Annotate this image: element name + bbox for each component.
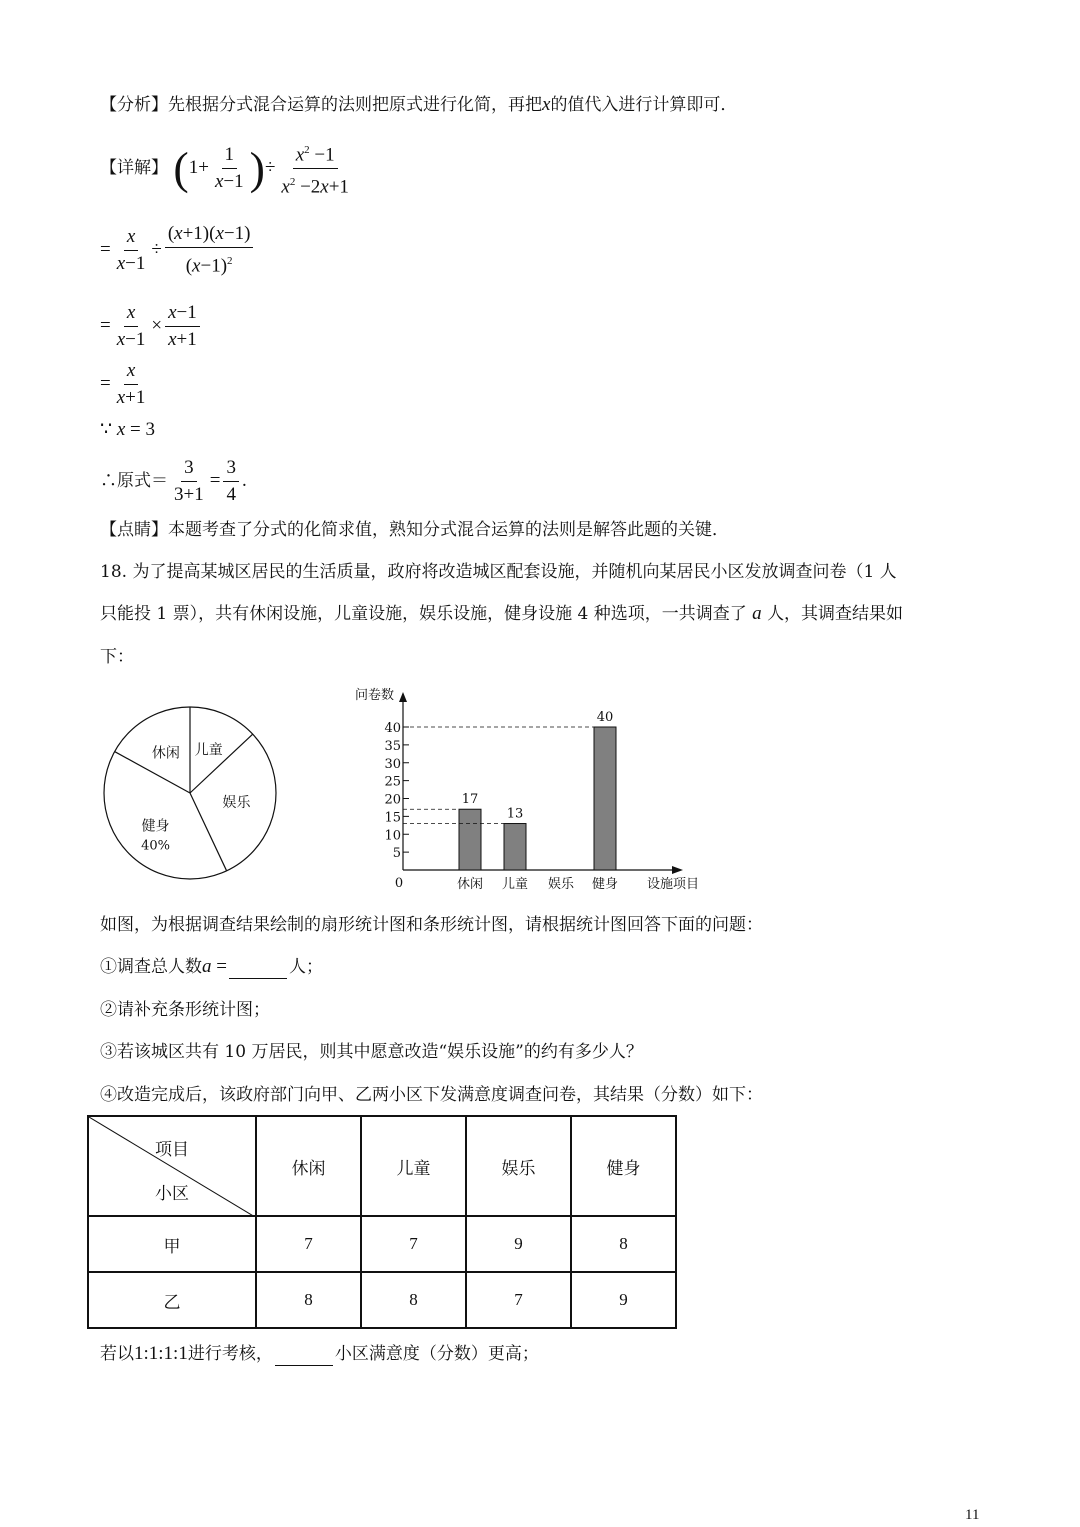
analysis-line [100,93,737,117]
table-cell: 8 [571,1216,676,1272]
page-number: 11 [965,1507,980,1523]
pie-slice-label: 休闲 [151,745,180,762]
bar-y-tick-label: 35 [384,738,401,754]
problem18-var-a: a [752,603,762,624]
result-prefix: ∴原式＝ [100,471,168,491]
bar-category-label: 儿童 [501,877,529,892]
bar-y-tick-label: 20 [384,792,401,808]
table-cell: 8 [256,1272,361,1328]
problem18-line3: 下： [100,647,134,667]
question-1-blank[interactable] [229,962,287,979]
bar-category-label: 娱乐 [547,877,575,892]
analysis-text-before: 先根据分式混合运算的法则把原式进行化简，再把 [168,95,542,115]
bar-y-tick-label: 10 [384,828,401,844]
question-1 [100,955,323,979]
table-header-cell: 休闲 [256,1116,361,1216]
bar-category-label: 休闲 [456,877,484,892]
bar-category-label: 健身 [591,877,619,892]
pie-chart [95,698,285,888]
problem18-line1: 18. 为了提高某城区居民的生活质量，政府将改造城区配套设施，并随机向某居民小区发放调查问卷（1 人 [100,562,897,582]
table-row [88,1216,676,1272]
table-cell: 7 [361,1216,466,1272]
table-row-name: 乙 [88,1272,256,1328]
problem18-line2-before: 只能投 1 票），共有休闲设施，儿童设施，娱乐设施，健身设施 4 种选项，一共调查了 [100,604,747,624]
pie-slice-label: 健身 [141,818,170,835]
detail-result: ∴原式＝ $\frac{3}{3+1}$ = $\frac{3}{4}$ . [100,457,247,506]
question-4: ④改造完成后，该政府部门向甲、乙两小区下发满意度调查问卷，其结果（分数）如下： [100,1085,763,1105]
question-5-blank[interactable] [275,1349,333,1366]
question-5-after: 小区满意度（分数）更高； [334,1344,539,1364]
bar-x-arrow [672,866,683,874]
detail-step1: = $\frac{x}{x-1}$ ÷ $\frac{(x+1)(x-1)}{(x-1)^2}$ [100,220,256,280]
bar-y-tick-label: 25 [384,774,401,790]
pie-slice-label: 娱乐 [222,794,251,811]
question-3: ③若该城区共有 10 万居民，则其中愿意改造“娱乐设施”的约有多少人？ [100,1042,643,1062]
bar [459,809,481,870]
corner-top-label: 项目 [155,1140,189,1160]
bar-data-label: 40 [596,710,614,725]
bar-y-tick-label: 5 [392,846,401,862]
detail-step3: = $\frac{x}{x+1}$ [100,360,146,409]
bar [504,824,526,870]
bar-y-tick-label: 15 [384,810,401,826]
bar-y-tick-label: 30 [384,756,401,772]
bar-data-label: 17 [461,792,479,808]
question-1-eq: = [211,956,227,977]
bar-chart [345,680,725,895]
analysis-var: x [542,94,551,115]
bar-y-tick-label: 40 [384,721,401,736]
detail-step2: = $\frac{x}{x-1}$ × $\frac{x-1}{x+1}$ [100,297,203,355]
bar-origin-label: 0 [394,876,404,891]
question-1-after: 人； [288,957,323,977]
pie-slice-label: 儿童 [194,742,223,759]
bar-y-label: 问卷数 [355,688,395,703]
bar-data-label: 13 [506,806,524,822]
corner-bottom-label: 小区 [155,1184,189,1204]
chart-intro: 如图，为根据调查结果绘制的扇形统计图和条形统计图，请根据统计图回答下面的问题： [100,915,763,935]
table-cell: 8 [361,1272,466,1328]
bar-y-arrow [399,692,407,702]
pie-slice-boundary [190,793,227,871]
table-header-cell: 健身 [571,1116,676,1216]
table-cell: 9 [466,1216,571,1272]
comment-line [100,518,729,542]
pie-slice-percent: 40% [141,838,170,854]
question-5-before: 若以 [100,1344,134,1364]
table-row-name: 甲 [88,1216,256,1272]
table-cell: 7 [256,1216,361,1272]
table-header-cell: 儿童 [361,1116,466,1216]
problem18-line2-after: 人，其调查结果如 [767,604,904,624]
table-header-cell: 娱乐 [466,1116,571,1216]
table-corner-cell [88,1116,256,1216]
question-1-before: ①调查总人数 [100,957,202,977]
bar [594,727,616,870]
table-header-row [88,1116,676,1216]
analysis-label: 【分析】 [100,95,168,115]
comment-label: 【点睛】 [100,520,168,540]
table-cell: 9 [571,1272,676,1328]
problem18-line2 [100,602,903,626]
bar-x-label: 设施项目 [647,877,700,892]
question-5-mid: 进行考核， [187,1344,273,1364]
table-row [88,1272,676,1328]
question-2: ②请补充条形统计图； [100,1000,270,1020]
analysis-text-after: 的值代入进行计算即可． [550,95,738,115]
detail-expression [100,138,355,200]
table-cell: 7 [466,1272,571,1328]
question-5-ratio: 1:1:1:1 [134,1343,188,1364]
original-expression: (1+ $\frac{1}{x-1}$ )÷ $\frac{x^2 -1}{x^2 -2x+1}$ [173,157,355,178]
question-5 [100,1342,539,1366]
question-1-var: a [202,956,212,977]
score-table [87,1115,677,1329]
detail-label: 【详解】 [100,158,168,179]
comment-text: 本题考查了分式的化简求值，熟知分式混合运算的法则是解答此题的关键． [168,520,729,540]
detail-given: ∵ x = 3 [100,419,155,440]
